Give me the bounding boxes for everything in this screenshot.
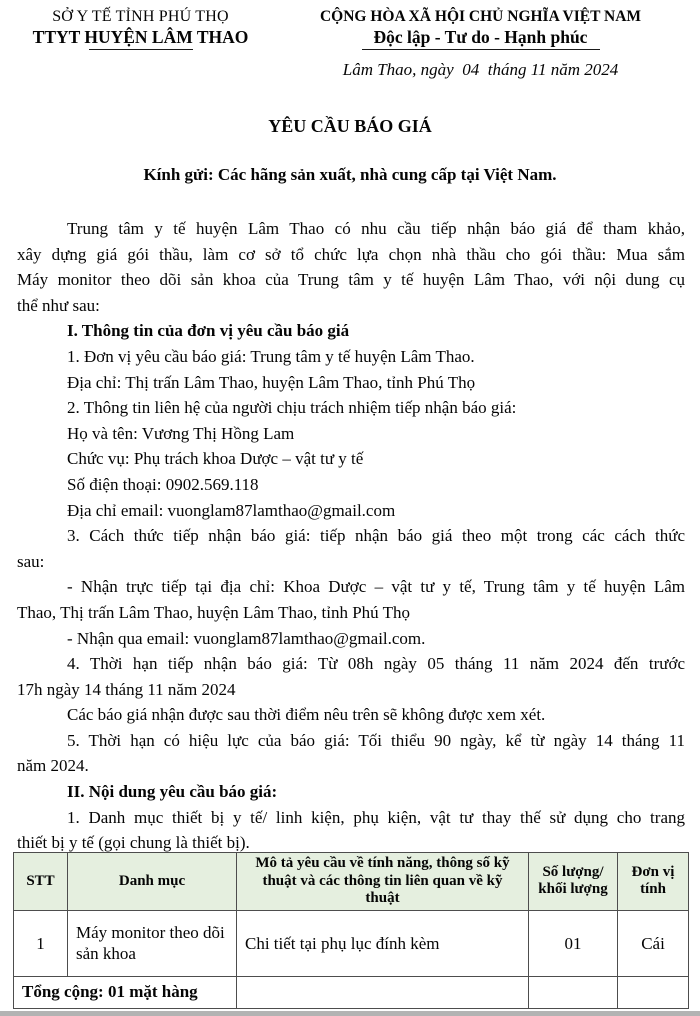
body-line: thiết bị y tế (gọi chung là thiết bị). (17, 833, 250, 853)
body-line: năm 2024. (17, 756, 89, 776)
cell-danh-muc: Máy monitor theo dõi sản khoa (68, 910, 237, 976)
org-name: TTYT HUYỆN LÂM THAO (32, 27, 249, 47)
national-title: CỘNG HÒA XÃ HỘI CHỦ NGHĨA VIỆT NAM (319, 8, 642, 25)
motto-underline (362, 49, 600, 50)
body-line: 1. Đơn vị yêu cầu báo giá: Trung tâm y tế huyện Lâm Thao. (67, 346, 475, 366)
issuing-org-block (8, 6, 273, 50)
body-line: thể như sau: (17, 295, 100, 315)
cell-mo-ta: Chi tiết tại phụ lục đính kèm (237, 910, 529, 976)
col-header-mo-ta: Mô tả yêu cầu về tính năng, thông số kỹ thuật và các thông tin liên quan về kỹ thuật (237, 853, 529, 911)
body-line: Trung tâm y tế huyện Lâm Thao có nhu cầu tiếp nhận báo giá để tham khảo, (67, 219, 685, 238)
table-header-row (14, 853, 689, 911)
document-body (17, 216, 685, 856)
col-header-danh-muc: Danh mục (68, 853, 237, 911)
national-header-block (273, 6, 688, 50)
body-line: 3. Cách thức tiếp nhận báo giá: tiếp nhận báo giá theo một trong các cách thức (67, 526, 685, 546)
org-underline (89, 49, 193, 50)
quote-items-table (13, 852, 689, 1009)
body-line: Địa chỉ: Thị trấn Lâm Thao, huyện Lâm Thao, tỉnh Phú Thọ (67, 372, 476, 392)
body-line: - Nhận qua email: vuonglam87lamthao@gmail.com. (67, 628, 426, 648)
body-line: 1. Danh mục thiết bị y tế/ linh kiện, phụ kiện, vật tư thay thế sử dụng cho trang (67, 807, 685, 827)
total-label: Tổng cộng: 01 mặt hàng (14, 976, 237, 1008)
cell-stt: 1 (14, 910, 68, 976)
table-total-row (14, 976, 689, 1008)
section-heading-2: II. Nội dung yêu cầu báo giá: (67, 782, 278, 802)
contact-name-line: Họ và tên: Vương Thị Hồng Lam (67, 423, 295, 443)
cell-so-luong: 01 (529, 910, 618, 976)
body-line: Thao, Thị trấn Lâm Thao, huyện Lâm Thao, tỉnh Phú Thọ (17, 602, 410, 622)
body-line: Các báo giá nhận được sau thời điểm nêu trên sẽ không được xem xét. (67, 705, 546, 725)
date-line: Lâm Thao, ngày 04 tháng 11 năm 2024 (342, 60, 619, 79)
total-empty-cell (237, 976, 529, 1008)
page-bottom-edge (0, 1011, 700, 1016)
section-heading-1: I. Thông tin của đơn vị yêu cầu báo giá (67, 321, 350, 341)
document-title: YÊU CẦU BÁO GIÁ (268, 116, 432, 136)
col-header-don-vi: Đơn vị tính (618, 853, 689, 911)
org-parent-name: SỞ Y TẾ TỈNH PHÚ THỌ (52, 8, 229, 25)
contact-phone-line: Số điện thoại: 0902.569.118 (67, 474, 259, 494)
body-line: 2. Thông tin liên hệ của người chịu trách nhiệm tiếp nhận báo giá: (67, 398, 517, 418)
body-line: - Nhận trực tiếp tại địa chỉ: Khoa Dược – vật tư y tế, Trung tâm y tế huyện Lâm (67, 577, 685, 597)
national-motto: Độc lập - Tư do - Hạnh phúc (373, 27, 588, 47)
col-header-stt: STT (14, 853, 68, 911)
contact-role-line: Chức vụ: Phụ trách khoa Dược – vật tư y tế (67, 449, 364, 469)
table-row (14, 910, 689, 976)
contact-email-line: Địa chỉ email: vuonglam87lamthao@gmail.com (67, 500, 396, 520)
salutation-line: Kính gửi: Các hãng sản xuất, nhà cung cấp tại Việt Nam. (143, 165, 557, 184)
body-line: sau: (17, 551, 45, 571)
total-empty-cell (529, 976, 618, 1008)
body-line: 5. Thời hạn có hiệu lực của báo giá: Tối thiểu 90 ngày, kể từ ngày 14 tháng 11 (67, 730, 685, 750)
body-line: xây dựng giá gói thầu, làm cơ sở tổ chức lựa chọn nhà thầu cho gói thầu: Mua sắm (17, 244, 685, 264)
body-line: 17h ngày 14 tháng 11 năm 2024 (17, 679, 236, 699)
cell-don-vi: Cái (618, 910, 689, 976)
col-header-so-luong: Số lượng/ khối lượng (529, 853, 618, 911)
body-line: 4. Thời hạn tiếp nhận báo giá: Từ 08h ngày 05 tháng 11 năm 2024 đến trước (67, 654, 685, 674)
total-empty-cell (618, 976, 689, 1008)
body-line: Máy monitor theo dõi sản khoa của Trung tâm y tế huyện Lâm Thao, với nội dung cụ (17, 270, 685, 290)
